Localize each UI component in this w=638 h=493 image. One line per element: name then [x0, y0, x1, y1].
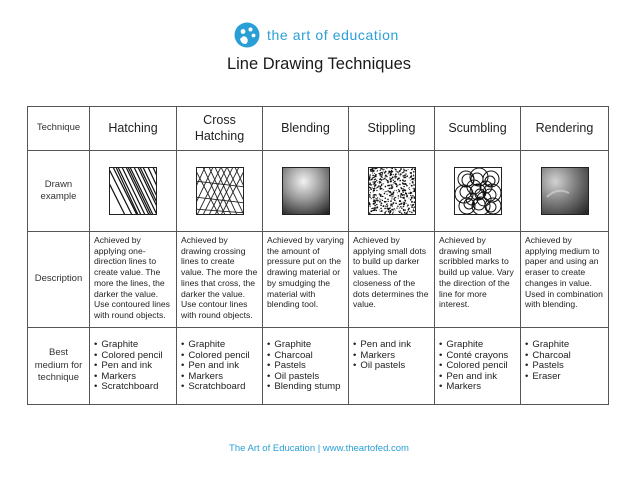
- footer-text[interactable]: The Art of Education | www.theartofed.com: [229, 443, 409, 454]
- technique-description: Achieved by applying small dots to build up darker values. The closeness of the dots determines the value.: [349, 232, 435, 328]
- media-list: [94, 340, 174, 393]
- page-title: Line Drawing Techniques: [226, 55, 412, 73]
- technique-name: Hatching: [90, 107, 177, 151]
- swatch-cell: [435, 151, 521, 232]
- media-item: • Charcoal: [525, 351, 606, 362]
- media-list: [525, 340, 606, 382]
- technique-name: Scumbling: [435, 107, 521, 151]
- row-label-description: Description: [28, 232, 90, 328]
- media-cell: [349, 328, 435, 405]
- blending-swatch: [282, 167, 330, 215]
- media-item: • Pen and ink: [439, 372, 518, 383]
- stippling-swatch: [368, 167, 416, 215]
- palette-icon: [234, 22, 260, 48]
- description-row: [28, 232, 609, 328]
- technique-name: Stippling: [349, 107, 435, 151]
- scumbling-swatch: [454, 167, 502, 215]
- media-cell: [521, 328, 609, 405]
- media-item: • Markers: [181, 372, 260, 383]
- media-cell: [435, 328, 521, 405]
- drawn-example-row: [28, 151, 609, 232]
- swatch-cell: [263, 151, 349, 232]
- swatch-cell: [177, 151, 263, 232]
- technique-description: Achieved by drawing crossing lines to create value. The more the lines that cross, the darker the value. Use contour lines with round objects.: [177, 232, 263, 328]
- media-item: • Charcoal: [267, 351, 346, 362]
- media-item: • Pastels: [525, 361, 606, 372]
- technique-name: Cross Hatching: [177, 107, 263, 151]
- media-item: • Scratchboard: [181, 382, 260, 393]
- media-item: • Conté crayons: [439, 351, 518, 362]
- media-row: [28, 328, 609, 405]
- media-list: [267, 340, 346, 393]
- technique-description: Achieved by applying one-direction lines to create value. The more the lines, the darker the value. Use contoured lines with round objects.: [90, 232, 177, 328]
- technique-name: Blending: [263, 107, 349, 151]
- hatching-swatch: [109, 167, 157, 215]
- media-item: • Colored pencil: [181, 351, 260, 362]
- swatch-cell: [90, 151, 177, 232]
- swatch-cell: [349, 151, 435, 232]
- row-label-drawn: Drawn example: [28, 151, 90, 232]
- technique-description: Achieved by applying medium to paper and using an eraser to create changes in value. Used in combination with blending.: [521, 232, 609, 328]
- media-item: • Eraser: [525, 372, 606, 383]
- media-item: • Pen and ink: [353, 340, 432, 351]
- media-item: • Pastels: [267, 361, 346, 372]
- media-item: • Graphite: [439, 340, 518, 351]
- media-item: • Graphite: [94, 340, 174, 351]
- media-item: • Markers: [94, 372, 174, 383]
- technique-row: [28, 107, 609, 151]
- media-list: [353, 340, 432, 372]
- logo-text: the art of education: [267, 27, 399, 43]
- swatch-cell: [521, 151, 609, 232]
- techniques-table: [27, 106, 609, 405]
- row-label-media: Best medium for technique: [28, 328, 90, 405]
- media-item: • Oil pastels: [353, 361, 432, 372]
- technique-description: Achieved by varying the amount of pressure put on the drawing material or by smudging the material with blending tool.: [263, 232, 349, 328]
- technique-description: Achieved by drawing small scribbled marks to build up value. Vary the direction of the line for more interest.: [435, 232, 521, 328]
- media-item: • Scratchboard: [94, 382, 174, 393]
- media-item: • Blending stump: [267, 382, 346, 393]
- row-label-technique: Technique: [28, 107, 90, 151]
- media-cell: [263, 328, 349, 405]
- media-item: • Colored pencil: [439, 361, 518, 372]
- media-item: • Colored pencil: [94, 351, 174, 362]
- media-item: • Pen and ink: [94, 361, 174, 372]
- media-item: • Markers: [353, 351, 432, 362]
- media-item: • Markers: [439, 382, 518, 393]
- media-list: [439, 340, 518, 393]
- media-item: • Pen and ink: [181, 361, 260, 372]
- media-cell: [90, 328, 177, 405]
- rendering-swatch: [541, 167, 589, 215]
- media-item: • Graphite: [181, 340, 260, 351]
- media-item: • Oil pastels: [267, 372, 346, 383]
- brand-logo: [234, 22, 399, 48]
- media-list: [181, 340, 260, 393]
- media-item: • Graphite: [267, 340, 346, 351]
- technique-name: Rendering: [521, 107, 609, 151]
- media-cell: [177, 328, 263, 405]
- cross-hatching-swatch: [196, 167, 244, 215]
- media-item: • Graphite: [525, 340, 606, 351]
